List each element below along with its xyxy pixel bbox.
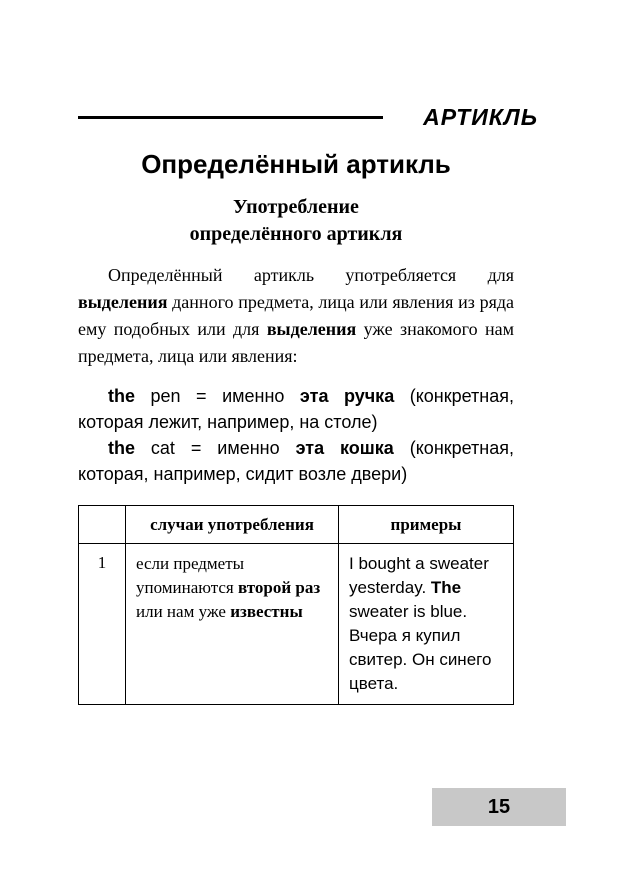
row-cases: если предметы упоминаются второй раз или нам уже известны [126,544,339,705]
table-header-row [79,506,514,544]
table-header-examples: примеры [339,506,514,544]
section-subtitle-line1: Употребление [233,196,359,218]
section-subtitle-line2: определённого артикля [189,223,403,245]
running-head [78,104,538,131]
example-pen: the pen = именно эта ручка (конкретная, которая лежит, например, на столе) [78,386,514,432]
page-title: Определённый артикль [141,149,451,179]
section-subtitle [78,194,514,248]
page-content [78,0,538,705]
table-header-number [79,506,126,544]
page-number: 15 [487,795,511,818]
table-row [79,544,514,705]
page-number-box [432,788,566,826]
header-rule [78,116,383,119]
intro-paragraph: Определённый артикль употребляется для выделения данного предмета, лица или явления из ряда ему подобных или для выделения уже знакомого нам предмета, лица или явления: [78,265,514,366]
examples-block [78,383,514,487]
table-header-cases: случаи употребления [126,506,339,544]
example-cat: the cat = именно эта кошка (конкретная, которая, например, сидит возле двери) [78,438,515,484]
row-examples: I bought a sweater yesterday. The sweater is blue. Вчера я купил свитер. Он синего цвета. [339,544,514,705]
running-title: АРТИКЛЬ [423,104,538,130]
row-number: 1 [79,544,126,705]
usage-table [78,505,514,705]
